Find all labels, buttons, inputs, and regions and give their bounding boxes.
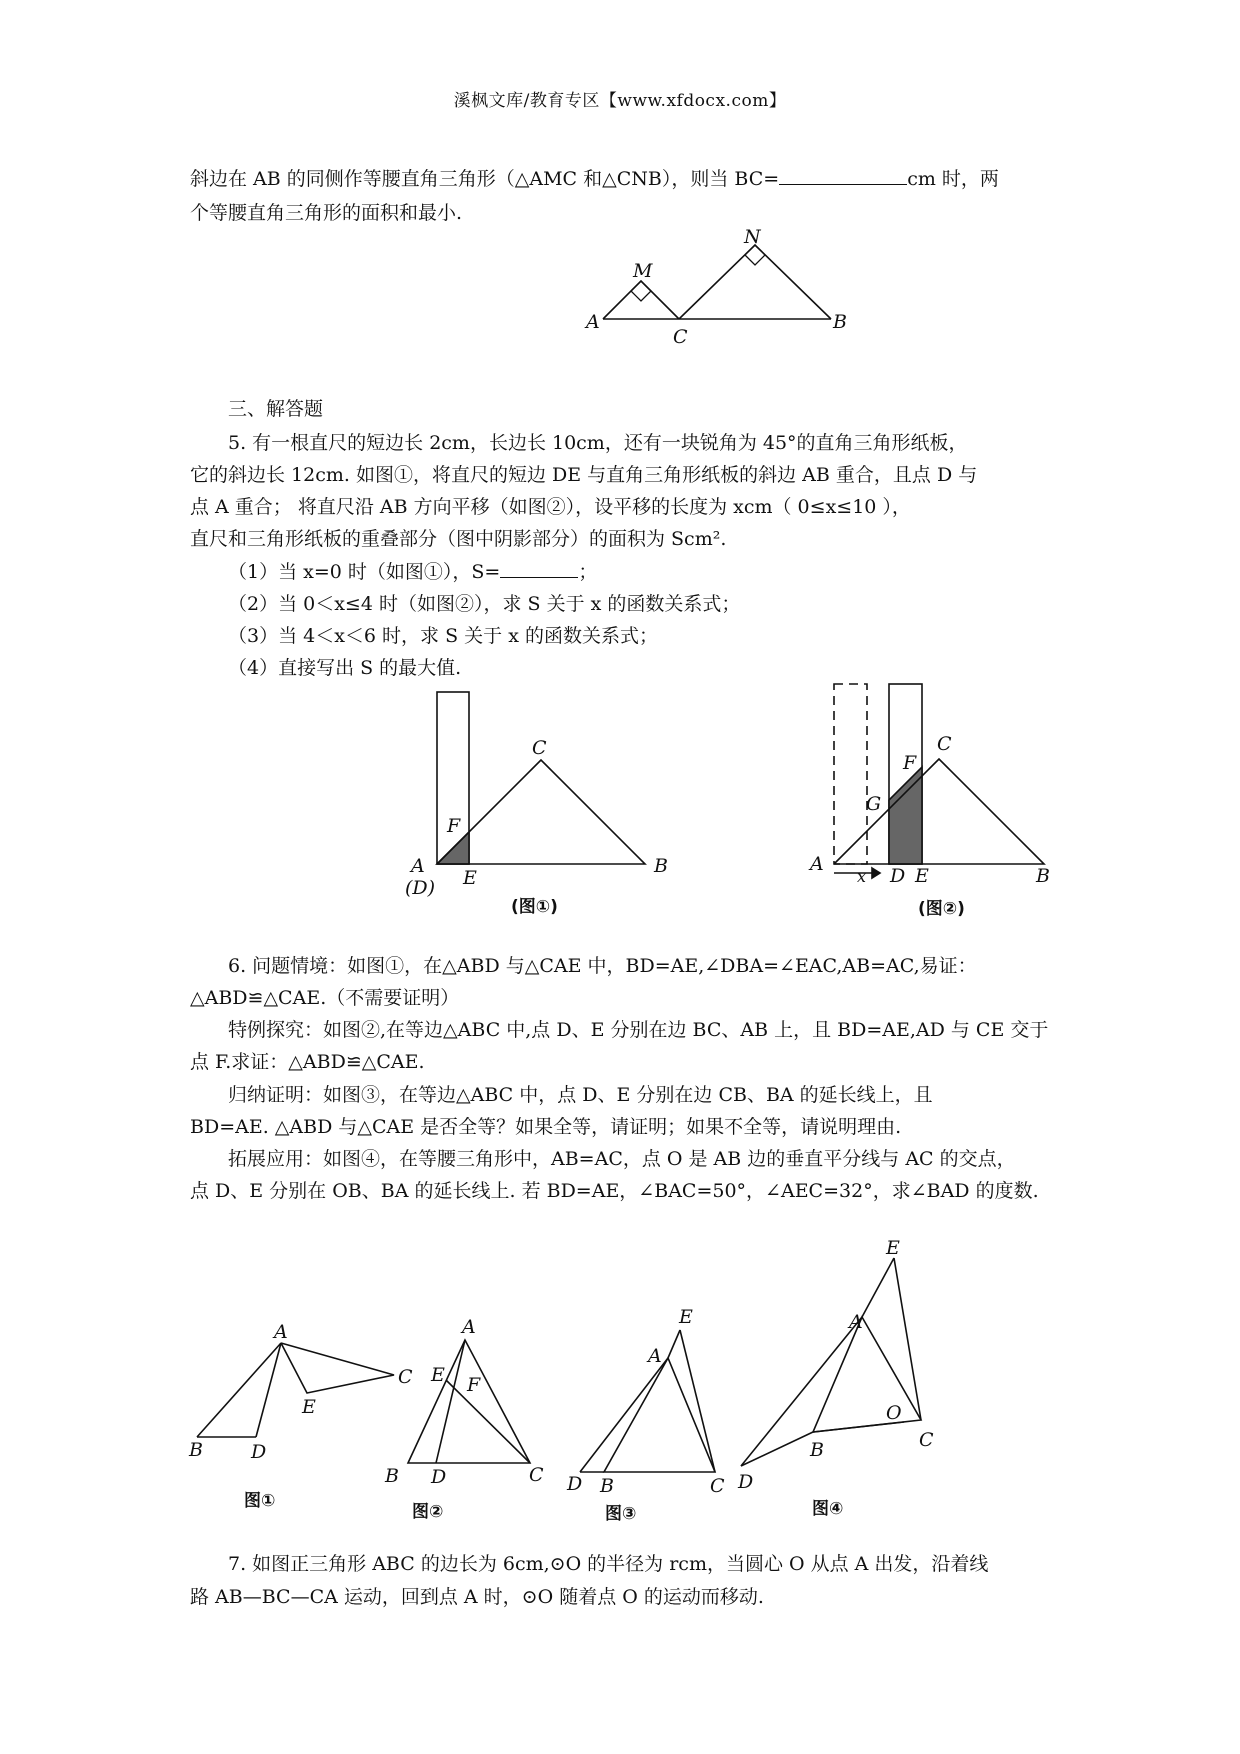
q5-line4: 直尺和三角形纸板的重叠部分（图中阴影部分）的面积为 Scm².: [190, 528, 727, 550]
q6f2-label-a: A: [462, 1316, 476, 1338]
q6f3-label-e: E: [679, 1306, 693, 1328]
q6-line8: 点 D、E 分别在 OB、BA 的延长线上. 若 BD=AE，∠BAC=50°，∠AEC=32°，求∠BAD 的度数.: [190, 1180, 1039, 1202]
q5-sub1-a: （1）当 x=0 时（如图①），S=: [228, 561, 501, 583]
q5f1-label-f: F: [447, 815, 461, 837]
q5f2-label-b: B: [1036, 865, 1050, 887]
q6f1-triangle-cae: [281, 1343, 394, 1393]
q5f1-caption: (图①): [511, 897, 558, 917]
q4-label-a: A: [586, 311, 600, 333]
q6f4-segment-ad: [741, 1317, 862, 1466]
q6f4-label-b: B: [810, 1439, 824, 1461]
q6f3-label-b: B: [600, 1475, 614, 1497]
section-title: 三、解答题: [228, 398, 324, 420]
q6f2-segment-ce: [446, 1380, 530, 1463]
q6f4-label-a: A: [849, 1311, 863, 1333]
q6f3-label-c: C: [710, 1475, 725, 1497]
q6-line3: 特例探究：如图②,在等边△ABC 中,点 D、E 分别在边 BC、AB 上，且 BD=AE,AD 与 CE 交于: [228, 1019, 1049, 1041]
q6f3-label-a: A: [648, 1345, 662, 1367]
q5-sub2: （2）当 0＜x≤4 时（如图②），求 S 关于 x 的函数关系式；: [228, 593, 741, 615]
q4-label-b: B: [833, 311, 847, 333]
q4-label-m: M: [633, 260, 653, 282]
q4-line2: 个等腰直角三角形的面积和最小.: [190, 202, 463, 224]
q6f3-triangle-abc: [604, 1358, 715, 1472]
q6f1-label-e: E: [302, 1396, 316, 1418]
q6f3-caption: 图③: [605, 1504, 637, 1524]
q6f2-caption: 图②: [412, 1502, 444, 1522]
q5f2-label-g: G: [866, 793, 882, 815]
q5f2-label-f: F: [903, 752, 917, 774]
q6f3-segment-ae: [668, 1330, 680, 1358]
q6f1-label-c: C: [398, 1366, 413, 1388]
q6f4-caption: 图④: [812, 1499, 844, 1519]
q5f1-label-a: A: [411, 855, 425, 877]
q6f4-label-c: C: [919, 1429, 934, 1451]
q6f4-label-e: E: [886, 1237, 900, 1259]
q6f4-label-o: O: [886, 1402, 902, 1424]
q5f2-label-d: D: [890, 865, 906, 887]
q6f2-segment-ad: [436, 1340, 465, 1463]
q4-label-n: N: [744, 226, 761, 248]
page-header: 溪枫文库/教育专区【www.xfdocx.com】: [453, 91, 787, 111]
q5f2-label-x: x: [857, 867, 867, 886]
q6-line7: 拓展应用：如图④，在等腰三角形中，AB=AC，点 O 是 AB 边的垂直平分线与 AC 的交点，: [228, 1148, 1016, 1170]
q6f3-label-d: D: [567, 1473, 583, 1495]
q5f1-label-e: E: [463, 867, 477, 889]
q5f2-label-e: E: [915, 865, 929, 887]
q5f1-label-d: (D): [405, 877, 436, 899]
q6f3-segment-ad: [580, 1358, 668, 1472]
q6-line5: 归纳证明：如图③，在等边△ABC 中，点 D、E 分别在边 CB、BA 的延长线上，且: [228, 1084, 933, 1106]
q5f1-label-b: B: [654, 855, 668, 877]
q6f2-label-b: B: [385, 1465, 399, 1487]
q5f1-label-c: C: [532, 737, 547, 759]
q4-line1-a: 斜边在 AB 的同侧作等腰直角三角形（△AMC 和△CNB），则当 BC=: [190, 168, 780, 190]
q6f4-label-d: D: [738, 1471, 754, 1493]
q5-line2: 它的斜边长 12cm. 如图①，将直尺的短边 DE 与直角三角形纸板的斜边 AB 重合，且点 D 与: [190, 464, 978, 486]
q6f4-segment-ae: [862, 1258, 894, 1317]
q6f2-label-c: C: [529, 1464, 544, 1486]
q5-sub1-b: ；: [578, 561, 598, 583]
q6f4-segment-bd: [741, 1432, 813, 1466]
q6f4-triangle-abc: [813, 1317, 921, 1432]
q6f2-label-d: D: [431, 1466, 447, 1488]
q5f2-label-c: C: [937, 733, 952, 755]
q6-line2: △ABD≌△CAE.（不需要证明）: [190, 987, 460, 1009]
q5-line1: 5. 有一根直尺的短边长 2cm，长边长 10cm，还有一块锐角为 45°的直角三角形纸板，: [228, 432, 968, 454]
q6-line1: 6. 问题情境：如图①，在△ABD 与△CAE 中，BD=AE,∠DBA=∠EAC,AB=AC,易证：: [228, 955, 977, 977]
q6f1-caption: 图①: [244, 1491, 276, 1511]
q5-sub4: （4）直接写出 S 的最大值.: [228, 657, 462, 679]
q6f1-label-a: A: [274, 1321, 288, 1343]
q6f2-label-e: E: [431, 1364, 445, 1386]
q7-line1: 7. 如图正三角形 ABC 的边长为 6cm,⊙O 的半径为 rcm，当圆心 O 从点 A 出发，沿着线: [228, 1553, 989, 1575]
q4-line1-b: cm 时，两: [907, 168, 999, 190]
q6f1-label-b: B: [189, 1439, 203, 1461]
q7-line2: 路 AB—BC—CA 运动，回到点 A 时，⊙O 随着点 O 的运动而移动.: [190, 1586, 764, 1608]
q5-line3: 点 A 重合； 将直尺沿 AB 方向平移（如图②），设平移的长度为 xcm（ 0≤x≤10 ），: [190, 496, 911, 518]
q6-line4: 点 F.求证：△ABD≌△CAE.: [190, 1051, 425, 1073]
q6-line6: BD=AE. △ABD 与△CAE 是否全等？如果全等，请证明；如果不全等，请说明理由.: [190, 1116, 902, 1138]
q5-sub3: （3）当 4＜x＜6 时，求 S 关于 x 的函数关系式；: [228, 625, 658, 647]
q5f2-caption: (图②): [918, 899, 965, 919]
q6f1-label-d: D: [251, 1441, 267, 1463]
q6f2-label-f: F: [467, 1374, 481, 1396]
q5f2-label-a: A: [810, 853, 824, 875]
q4-label-c: C: [673, 326, 688, 348]
